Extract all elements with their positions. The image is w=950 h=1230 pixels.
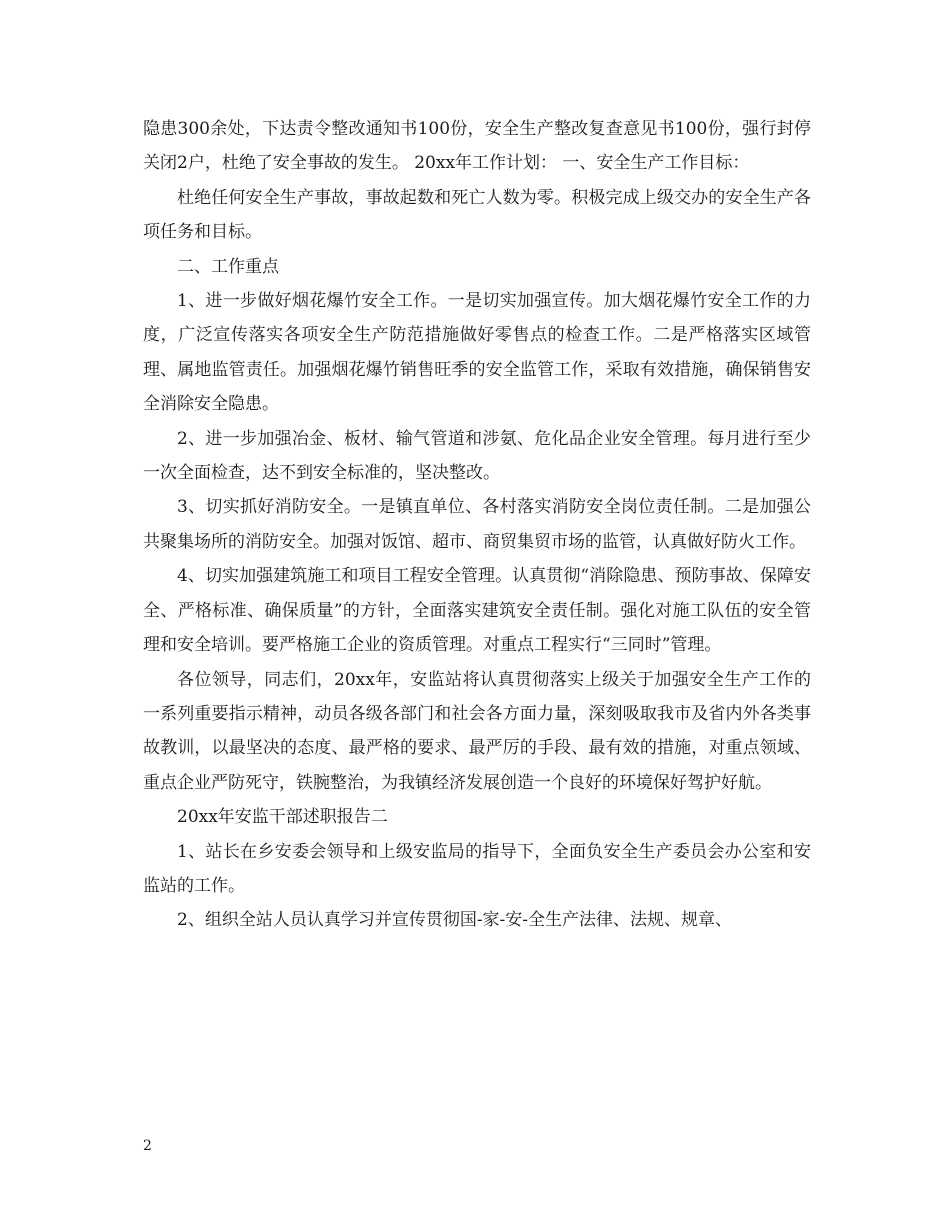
paragraph-item-3: 3、切实抓好消防安全。一是镇直单位、各村落实消防安全岗位责任制。二是加强公共聚集场所的消防安全。加强对饭馆、超市、商贸集贸市场的监管，认真做好防火工作。: [143, 497, 811, 552]
report-two-title: 20xx年安监干部述职报告二: [177, 807, 388, 828]
paragraph-closing: 各位领导，同志们，20xx年，安监站将认真贯彻落实上级关于加强安全生产工作的一系列重要指示精神，动员各级各部门和社会各方面力量，深刻吸取我市及省内外各类事故教训，以最坚决的态度、最严格的要求、最严厉的手段、最有效的措施，对重点领域、重点企业严防死守，铁腕整治，为我镇经济发展创造一个良好的环境保好驾护好航。: [143, 669, 811, 793]
paragraph-item-4: 4、切实加强建筑施工和项目工程安全管理。认真贯彻“消除隐患、预防事故、保障安全、严格标准、确保质量”的方针，全面落实建筑安全责任制。强化对施工队伍的安全管理和安全培训。要严格施工企业的资质管理。对重点工程实行“三同时”管理。: [143, 566, 811, 656]
page-number: 2: [143, 1138, 152, 1154]
document-body: [143, 112, 811, 938]
paragraph-2: 杜绝任何安全生产事故，事故起数和死亡人数为零。积极完成上级交办的安全生产各项任务和目标。: [143, 187, 811, 243]
paragraph-item-2: 2、进一步加强冶金、板材、输气管道和涉氨、危化品企业安全管理。每月进行至少一次全面检查，达不到安全标准的，坚决整改。: [143, 428, 811, 484]
paragraph-1: 隐患300余处，下达责令整改通知书100份，安全生产整改复查意见书100份，强行封停关闭2户，杜绝了安全事故的发生。 20xx年工作计划： 一、安全生产工作目标：: [143, 119, 811, 174]
paragraph-duty-2: 2、组织全站人员认真学习并宣传贯彻国-家-安-全生产法律、法规、规章、: [177, 910, 733, 931]
section-heading-work-focus: 二、工作重点: [177, 256, 279, 277]
paragraph-duty-1: 1、站长在乡安委会领导和上级安监局的指导下，全面负安全生产委员会办公室和安监站的工作。: [143, 841, 811, 896]
paragraph-item-1: 1、进一步做好烟花爆竹安全工作。一是切实加强宣传。加大烟花爆竹安全工作的力度，广泛宣传落实各项安全生产防范措施做好零售点的检查工作。二是严格落实区域管理、属地监管责任。加强烟花爆竹销售旺季的安全监管工作，采取有效措施，确保销售安全消除安全隐患。: [143, 291, 811, 415]
